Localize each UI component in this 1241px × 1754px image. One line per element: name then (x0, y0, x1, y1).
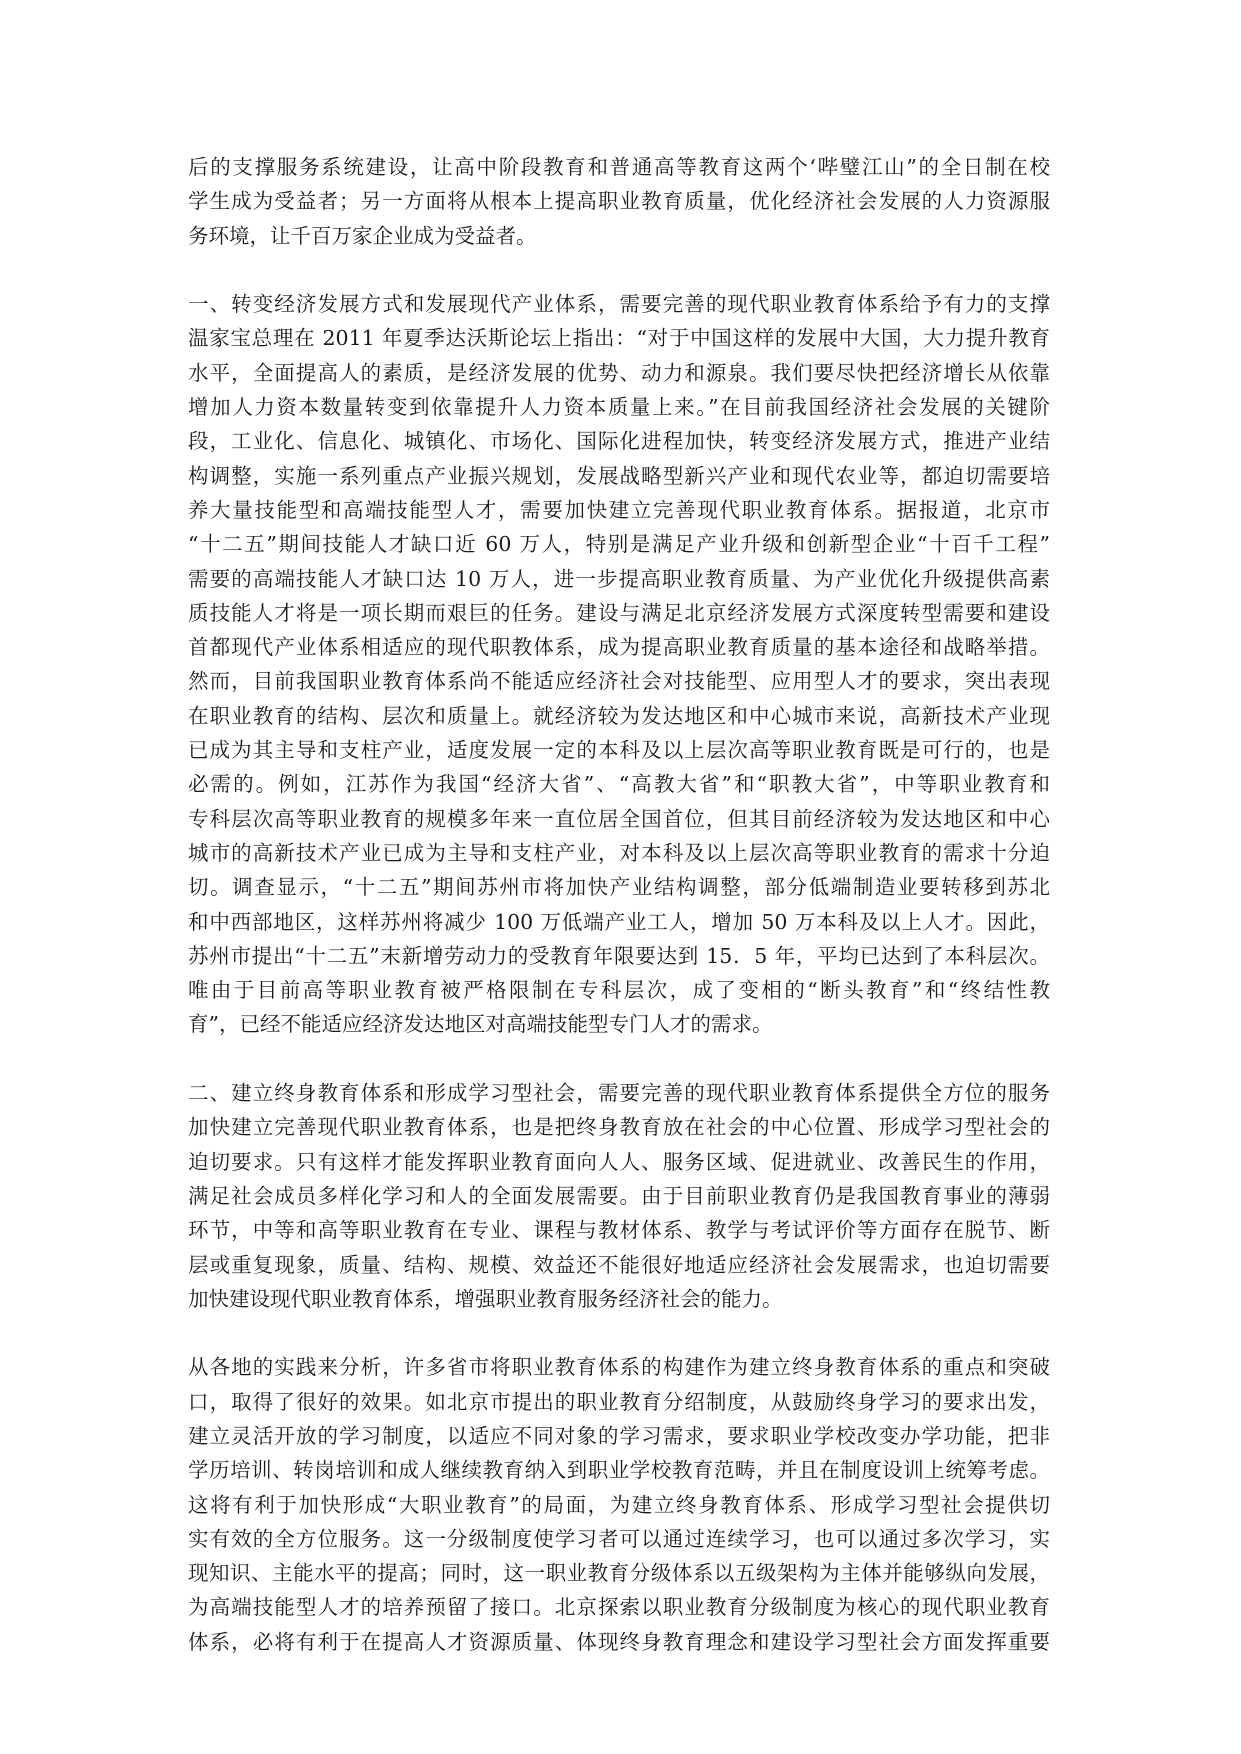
text-line: 养大量技能型和高端技能型人才，需要加快建立完善现代职业教育体系。据报道，北京市 (188, 497, 1050, 522)
text-line: 后的支撑服务系统建设，让高中阶段教育和普通高等教育这两个‘哔璧江山”的全日制在校 (188, 155, 1050, 179)
text-line: 迫切要求。只有这样才能发挥职业教育面向人人、服务区域、促进就业、改善民生的作用， (188, 1149, 1050, 1174)
paragraph-3 (188, 1076, 1050, 1316)
text-line: 从各地的实践来分析，许多省市将职业教育体系的构建作为建立终身教育体系的重点和突破 (188, 1355, 1050, 1380)
text-line: 层或重复现象，质量、结构、规模、效益还不能很好地适应经济社会发展需求，也迫切需要 (188, 1252, 1050, 1277)
text-line: 加快建设现代职业教育体系，增强职业教育服务经济社会的能力。 (188, 1286, 783, 1311)
text-line: 城市的高新技术产业已成为主导和支柱产业，对本科及以上层次高等职业教育的需求十分迫 (188, 840, 1050, 865)
text-line: 现知识、主能水平的提高；同时，这一职业教育分级体系以五级架构为主体并能够纵向发展， (188, 1561, 1050, 1586)
paragraph-4 (188, 1350, 1050, 1659)
text-line: 已成为其主导和支柱产业，适度发展一定的本科及以上层次高等职业教育既是可行的，也是 (188, 738, 1050, 763)
text-line: 和中西部地区，这样苏州将减少 100 万低端产业工人，增加 50 万本科及以上人才。因此， (188, 909, 1050, 934)
text-line: 专科层次高等职业教育的规模多年来一直位居全国首位，但其目前经济较为发达地区和中心 (188, 806, 1050, 831)
text-line: 水平，全面提高人的素质，是经济发展的优势、动力和源泉。我们要尽快把经济增长从依靠 (188, 360, 1050, 385)
text-line: 首都现代产业体系相适应的现代职教体系，成为提高职业教育质量的基本途径和战略举措。 (188, 635, 1050, 660)
text-line: 在职业教育的结构、层次和质量上。就经济较为发达地区和中心城市来说，高新技术产业现 (188, 703, 1050, 728)
text-line: 温家宝总理在 2011 年夏季达沃斯论坛上指出：“对于中国这样的发展中大国，大力提升教育 (188, 326, 1050, 351)
text-line: 实有效的全方位服务。这一分级制度使学习者可以通过连续学习，也可以通过多次学习，实 (188, 1526, 1050, 1551)
text-line: 然而，目前我国职业教育体系尚不能适应经济社会对技能型、应用型人才的要求，突出表现 (188, 669, 1050, 694)
text-line: 唯由于目前高等职业教育被严格限制在专科层次，成了变相的“断头教育”和“终结性教 (188, 978, 1050, 1003)
text-line: 质技能人才将是一项长期而艰巨的任务。建设与满足北京经济发展方式深度转型需要和建设 (188, 600, 1050, 625)
text-line: 必需的。例如，江苏作为我国“经济大省”、“高教大省”和“职教大省”，中等职业教育和 (188, 772, 1050, 797)
paragraph-gap (188, 253, 1050, 287)
text-line: 这将有利于加快形成“大职业教育”的局面，为建立终身教育体系、形成学习型社会提供切 (188, 1492, 1050, 1517)
text-line: 口，取得了很好的效果。如北京市提出的职业教育分绍制度，从鼓励终身学习的要求出发， (188, 1389, 1050, 1414)
text-line: 体系，必将有利于在提高人才资源质量、体现终身教育理念和建设学习型社会方面发挥重要 (188, 1629, 1050, 1654)
text-line: 学历培训、转岗培训和成人继续教育纳入到职业学校教育范畴，并且在制度设训上统筹考虑。 (188, 1458, 1050, 1483)
text-line: 构调整，实施一系列重点产业振兴规划，发展战略型新兴产业和现代农业等，都迫切需要培 (188, 463, 1050, 488)
text-line: 段，工业化、信息化、城镇化、市场化、国际化进程加快，转变经济发展方式，推进产业结 (188, 429, 1050, 454)
text-line: 务环境，让千百万家企业成为受益者。 (188, 223, 537, 248)
paragraph-gap (188, 1316, 1050, 1350)
paragraph-gap (188, 1042, 1050, 1076)
text-line: 为高端技能型人才的培养预留了接口。北京探索以职业教育分级制度为核心的现代职业教育 (188, 1595, 1050, 1620)
text-line: 环节，中等和高等职业教育在专业、课程与教材体系、教学与考试评价等方面存在脱节、断 (188, 1218, 1050, 1243)
document-page (188, 150, 1050, 1659)
text-line: 育”，已经不能适应经济发达地区对高端技能型专门人才的需求。 (188, 1012, 773, 1037)
text-line: 需要的高端技能人才缺口达 10 万人，进一步提高职业教育质量、为产业优化升级提供高素 (188, 566, 1050, 591)
text-line: 增加人力资本数量转变到依靠提升人力资本质量上来。”在目前我国经济社会发展的关键阶 (188, 395, 1050, 420)
section-heading-line: 二、建立终身教育体系和形成学习型社会，需要完善的现代职业教育体系提供全方位的服务 (188, 1081, 1050, 1106)
paragraph-2 (188, 287, 1050, 1042)
text-line: 加快建立完善现代职业教育体系，也是把终身教育放在社会的中心位置、形成学习型社会的 (188, 1115, 1050, 1140)
text-line: 学生成为受益者；另一方面将从根本上提高职业教育质量，优化经济社会发展的人力资源服 (188, 189, 1050, 214)
text-line: 建立灵活开放的学习制度，以适应不同对象的学习需求，要求职业学校改变办学功能，把非 (188, 1423, 1050, 1448)
section-heading-line: 一、转变经济发展方式和发展现代产业体系，需要完善的现代职业教育体系给予有力的支撑 (188, 292, 1050, 317)
text-line: 满足社会成员多样化学习和人的全面发展需要。由于目前职业教育仍是我国教育事业的薄弱 (188, 1183, 1050, 1208)
paragraph-1 (188, 150, 1050, 253)
text-line: 切。调查显示，“十二五”期间苏州市将加快产业结构调整，部分低端制造业要转移到苏北 (188, 875, 1050, 900)
text-line: 苏州市提出“十二五”末新增劳动力的受教育年限要达到 15．5 年，平均已达到了本科层次。 (188, 943, 1050, 968)
text-line: “十二五”期间技能人才缺口近 60 万人，特别是满足产业升级和创新型企业“十百千工程” (188, 532, 1050, 557)
